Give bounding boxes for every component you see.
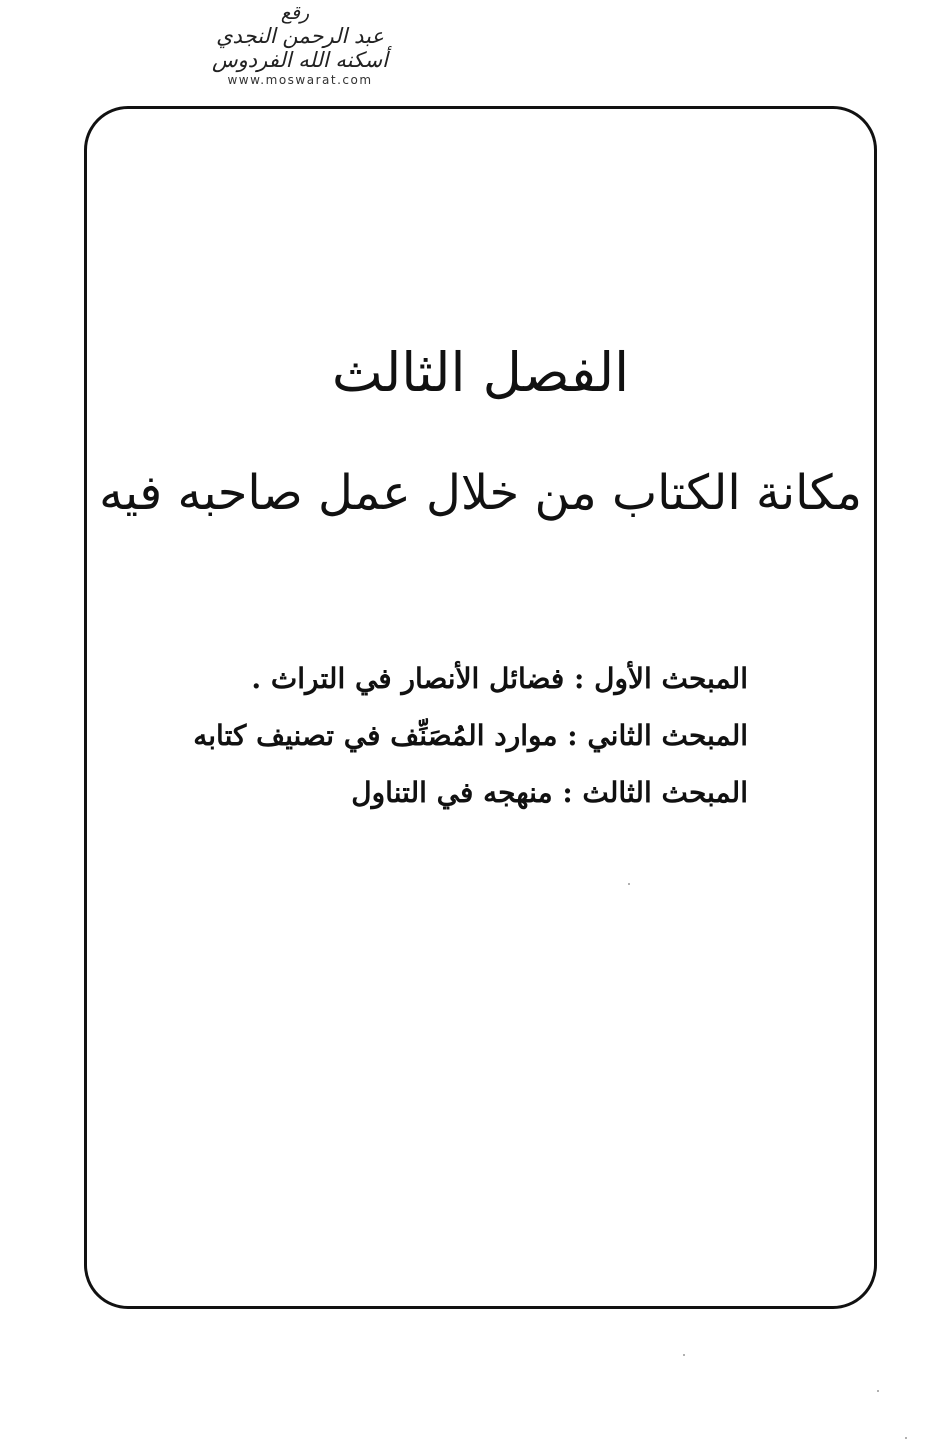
sections-list bbox=[148, 650, 748, 821]
scan-speck bbox=[905, 1437, 907, 1439]
section-label: المبحث الثالث bbox=[582, 776, 748, 809]
section-title: موارد المُصَنِّف في تصنيف كتابه bbox=[193, 719, 558, 752]
section-label: المبحث الثاني bbox=[587, 719, 748, 752]
section-separator: : bbox=[562, 776, 573, 809]
stamp-line-1: رقع bbox=[280, 2, 310, 24]
library-stamp bbox=[175, 2, 425, 102]
chapter-title: الفصل الثالث bbox=[331, 341, 630, 404]
section-title: منهجه في التناول bbox=[351, 776, 553, 809]
stamp-url: www.moswarat.com bbox=[227, 73, 373, 87]
stamp-line-3: أسكنه الله الفردوس bbox=[212, 48, 388, 72]
section-item bbox=[148, 650, 748, 707]
section-item bbox=[148, 707, 748, 764]
scan-speck bbox=[683, 1354, 685, 1356]
stamp-line-2: عبد الرحمن النجدي bbox=[216, 24, 384, 48]
section-title: فضائل الأنصار في التراث . bbox=[251, 662, 565, 695]
section-label: المبحث الأول bbox=[594, 662, 748, 695]
scan-speck bbox=[628, 883, 630, 885]
section-item bbox=[148, 764, 748, 821]
section-separator: : bbox=[574, 662, 585, 695]
chapter-subtitle: مكانة الكتاب من خلال عمل صاحبه فيه bbox=[99, 465, 862, 521]
section-separator: : bbox=[567, 719, 578, 752]
scan-speck bbox=[877, 1390, 879, 1392]
